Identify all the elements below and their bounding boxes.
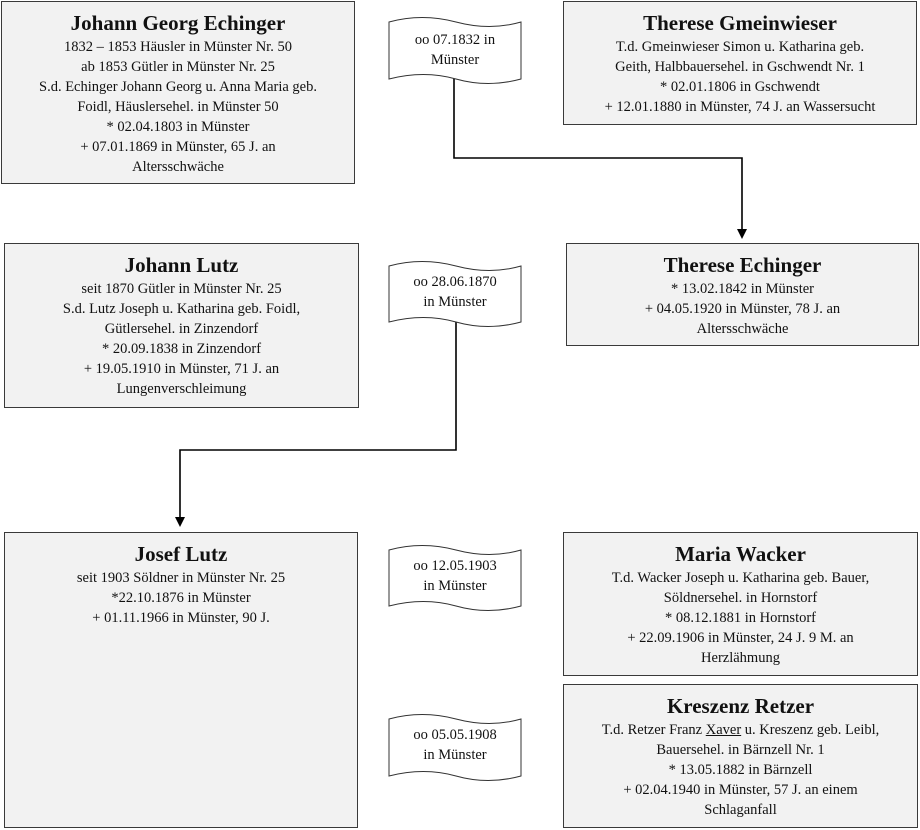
person-info-line: + 19.05.1910 in Münster, 71 J. an bbox=[83, 361, 280, 377]
marriage-date: oo 28.06.1870 bbox=[413, 274, 497, 290]
person-info-line: * 13.05.1882 in Bärnzell bbox=[668, 762, 813, 778]
person-info-line: Schlaganfall bbox=[704, 802, 777, 818]
person-name: Therese Gmeinwieser bbox=[643, 11, 837, 35]
person-card-johann-lutz bbox=[4, 243, 359, 408]
person-info-line: Söldnersehel. in Hornstorf bbox=[663, 590, 818, 606]
person-info-line: + 01.11.1966 in Münster, 90 J. bbox=[92, 610, 270, 626]
person-name: Johann Lutz bbox=[124, 253, 239, 277]
marriage-label-4 bbox=[389, 725, 521, 765]
person-name: Therese Echinger bbox=[663, 253, 822, 277]
person-info-line: Lungenverschleimung bbox=[116, 381, 247, 397]
person-info-line: T.d. Wacker Joseph u. Katharina geb. Bauer, bbox=[611, 570, 870, 586]
person-info-line: Altersschwäche bbox=[132, 159, 224, 175]
person-name: Kreszenz Retzer bbox=[666, 694, 815, 718]
marriage-place: in Münster bbox=[423, 747, 487, 763]
person-info-line: 1832 – 1853 Häusler in Münster Nr. 50 bbox=[64, 39, 292, 55]
marriage-label-3 bbox=[389, 556, 521, 596]
person-info-line: * 13.02.1842 in Münster bbox=[671, 281, 814, 297]
person-card-maria-wacker bbox=[563, 532, 918, 676]
person-info-line: * 08.12.1881 in Hornstorf bbox=[664, 610, 817, 626]
person-info-line: S.d. Echinger Johann Georg u. Anna Maria geb. bbox=[39, 79, 317, 95]
person-info-line: ab 1853 Gütler in Münster Nr. 25 bbox=[81, 59, 275, 75]
person-card-kreszenz-retzer bbox=[563, 684, 918, 828]
marriage-label-1 bbox=[389, 30, 521, 70]
marriage-date: oo 05.05.1908 bbox=[413, 727, 497, 743]
person-info-line: * 20.09.1838 in Zinzendorf bbox=[101, 341, 262, 357]
person-info-line: * 02.01.1806 in Gschwendt bbox=[660, 79, 820, 95]
person-name: Maria Wacker bbox=[675, 542, 806, 566]
person-info-line: + 04.05.1920 in Münster, 78 J. an bbox=[644, 301, 841, 317]
person-card-johann-georg-echinger bbox=[1, 1, 355, 184]
person-name: Josef Lutz bbox=[134, 542, 228, 566]
marriage-label-2 bbox=[389, 272, 521, 312]
person-info-line: *22.10.1876 in Münster bbox=[111, 590, 251, 606]
person-info-line: * 02.04.1803 in Münster bbox=[106, 119, 250, 135]
person-info-line: + 07.01.1869 in Münster, 65 J. an bbox=[80, 139, 276, 155]
marriage-date: oo 12.05.1903 bbox=[413, 558, 497, 574]
info-text: u. Kreszenz geb. Leibl, bbox=[741, 722, 880, 738]
person-info-line: S.d. Lutz Joseph u. Katharina geb. Foidl, bbox=[62, 301, 301, 317]
person-info-line: Bauersehel. in Bärnzell Nr. 1 bbox=[656, 742, 825, 758]
person-info-line: seit 1870 Gütler in Münster Nr. 25 bbox=[81, 281, 282, 297]
person-info-line: Altersschwäche bbox=[696, 321, 789, 337]
person-name: Johann Georg Echinger bbox=[70, 11, 286, 35]
person-info-line: Gütlersehel. in Zinzendorf bbox=[104, 321, 259, 337]
person-info-line: Geith, Halbbauersehel. in Gschwendt Nr. 1 bbox=[615, 59, 865, 75]
info-text-underlined: Xaver bbox=[705, 722, 742, 738]
marriage-place: Münster bbox=[430, 52, 480, 68]
person-card-josef-lutz bbox=[4, 532, 358, 828]
person-info-line: seit 1903 Söldner in Münster Nr. 25 bbox=[76, 570, 286, 586]
person-info-line: Herzlähmung bbox=[701, 650, 780, 666]
person-info-line: T.d. Gmeinwieser Simon u. Katharina geb. bbox=[615, 39, 865, 55]
person-card-therese-echinger bbox=[566, 243, 919, 346]
person-info-line: Foidl, Häuslersehel. in Münster 50 bbox=[77, 99, 279, 115]
marriage-place: in Münster bbox=[423, 578, 487, 594]
person-info-line: + 02.04.1940 in Münster, 57 J. an einem bbox=[623, 782, 858, 798]
person-info-line: + 22.09.1906 in Münster, 24 J. 9 M. an bbox=[627, 630, 854, 646]
person-info-line: + 12.01.1880 in Münster, 74 J. an Wassersucht bbox=[604, 99, 876, 115]
person-card-therese-gmeinwieser bbox=[563, 1, 917, 125]
info-text: T.d. Retzer Franz bbox=[601, 722, 706, 738]
marriage-place: in Münster bbox=[423, 294, 487, 310]
marriage-date: oo 07.1832 in bbox=[414, 32, 496, 48]
person-info-line bbox=[564, 720, 917, 740]
